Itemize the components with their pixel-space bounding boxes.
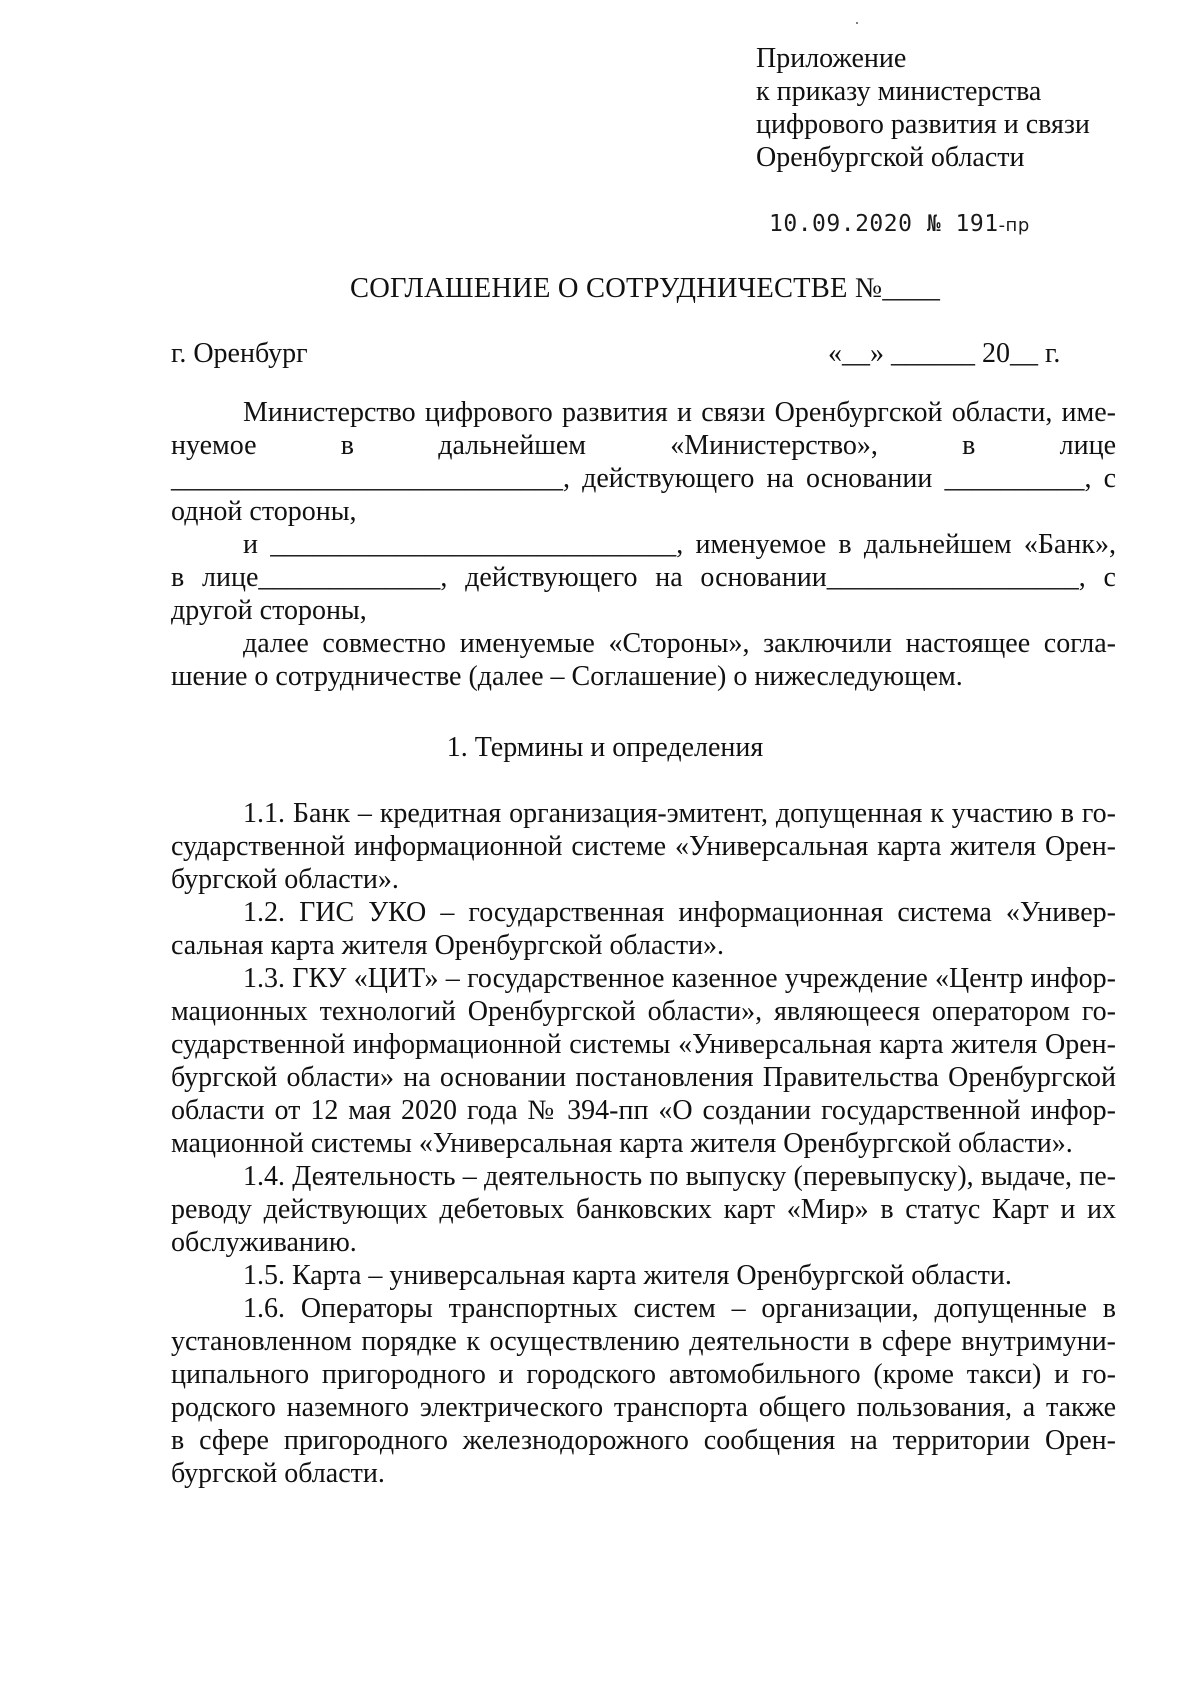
scan-speck [856, 22, 858, 24]
appendix-header [756, 42, 1090, 174]
appendix-line: Приложение [756, 43, 907, 74]
text-line: далее совместно именуемые «Стороны», заключили настоящее согла- [243, 628, 1116, 659]
order-suffix: -пр [998, 215, 1030, 236]
text-line: 1.5. Карта – универсальная карта жителя Оренбургской области. [243, 1260, 1012, 1291]
order-date-number: 10.09.2020 № 191 [769, 211, 999, 237]
definition-item [171, 1292, 1116, 1490]
text-line: бургской области. [171, 1458, 385, 1489]
text-line: сальная карта жителя Оренбургской области». [171, 930, 725, 961]
text-line: родского наземного электрического транспорта общего пользования, а также [171, 1392, 1116, 1423]
text-line: установленном порядке к осуществлению деятельности в сфере внутримуни- [171, 1326, 1116, 1357]
section-heading: 1. Термины и определения [446, 732, 764, 763]
text-line: в лице_____________, действующего на основании__________________, с [171, 562, 1116, 593]
document-title: СОГЛАШЕНИЕ О СОТРУДНИЧЕСТВЕ №____ [350, 273, 941, 304]
text-line: сударственной информационной системе «Универсальная карта жителя Орен- [171, 831, 1116, 862]
text-line: сударственной информационной системы «Универсальная карта жителя Орен- [171, 1029, 1116, 1060]
text-line: 1.6. Операторы транспортных систем – организации, допущенные в [243, 1293, 1116, 1324]
text-line: мационных технологий Оренбургской области», являющееся оператором го- [171, 996, 1116, 1027]
text-line: ____________________________, действующего на основании __________, с [171, 463, 1116, 494]
order-stamp [769, 211, 1030, 237]
text-line: бургской области» на основании постановления Правительства Оренбургской [171, 1062, 1116, 1093]
date-placeholder: «__» ______ 20__ г. [828, 338, 1061, 369]
text-line: 1.2. ГИС УКО – государственная информационная система «Универ- [243, 897, 1116, 928]
preamble [171, 396, 1116, 693]
appendix-line: цифрового развития и связи [756, 109, 1090, 140]
definition-item [171, 797, 1116, 896]
text-line: другой стороны, [171, 595, 367, 626]
text-line: обслуживанию. [171, 1227, 357, 1258]
text-line: ципального пригородного и городского автомобильного (кроме такси) и го- [171, 1359, 1116, 1390]
definition-item [171, 896, 1116, 962]
appendix-line: Оренбургской области [756, 142, 1025, 173]
text-line: области от 12 мая 2020 года № 394-пп «О создании государственной инфор- [171, 1095, 1116, 1126]
text-line: мационной системы «Универсальная карта жителя Оренбургской области». [171, 1128, 1073, 1159]
text-line: бургской области». [171, 864, 399, 895]
text-line: одной стороны, [171, 496, 357, 527]
text-line: в сфере пригородного железнодорожного сообщения на территории Орен- [171, 1425, 1116, 1456]
text-line: Министерство цифрового развития и связи Оренбургской области, име- [243, 397, 1116, 428]
text-line: шение о сотрудничестве (далее – Соглашение) о нижеследующем. [171, 661, 963, 692]
text-line: 1.4. Деятельность – деятельность по выпуску (перевыпуску), выдаче, пе- [243, 1161, 1116, 1192]
definition-item [171, 1259, 1116, 1292]
text-line: 1.1. Банк – кредитная организация-эмитент, допущенная к участию в го- [243, 798, 1116, 829]
text-line: и _____________________________, именуемое в дальнейшем «Банк», [243, 529, 1116, 560]
text-line: нуемое в дальнейшем «Министерство», в лице [171, 430, 1116, 461]
appendix-line: к приказу министерства [756, 76, 1042, 107]
definition-item [171, 1160, 1116, 1259]
definition-item [171, 962, 1116, 1160]
text-line: 1.3. ГКУ «ЦИТ» – государственное казенное учреждение «Центр инфор- [243, 963, 1116, 994]
definitions-list [171, 797, 1116, 1490]
text-line: реводу действующих дебетовых банковских карт «Мир» в статус Карт и их [171, 1194, 1116, 1225]
place-of-signing: г. Оренбург [171, 338, 308, 369]
